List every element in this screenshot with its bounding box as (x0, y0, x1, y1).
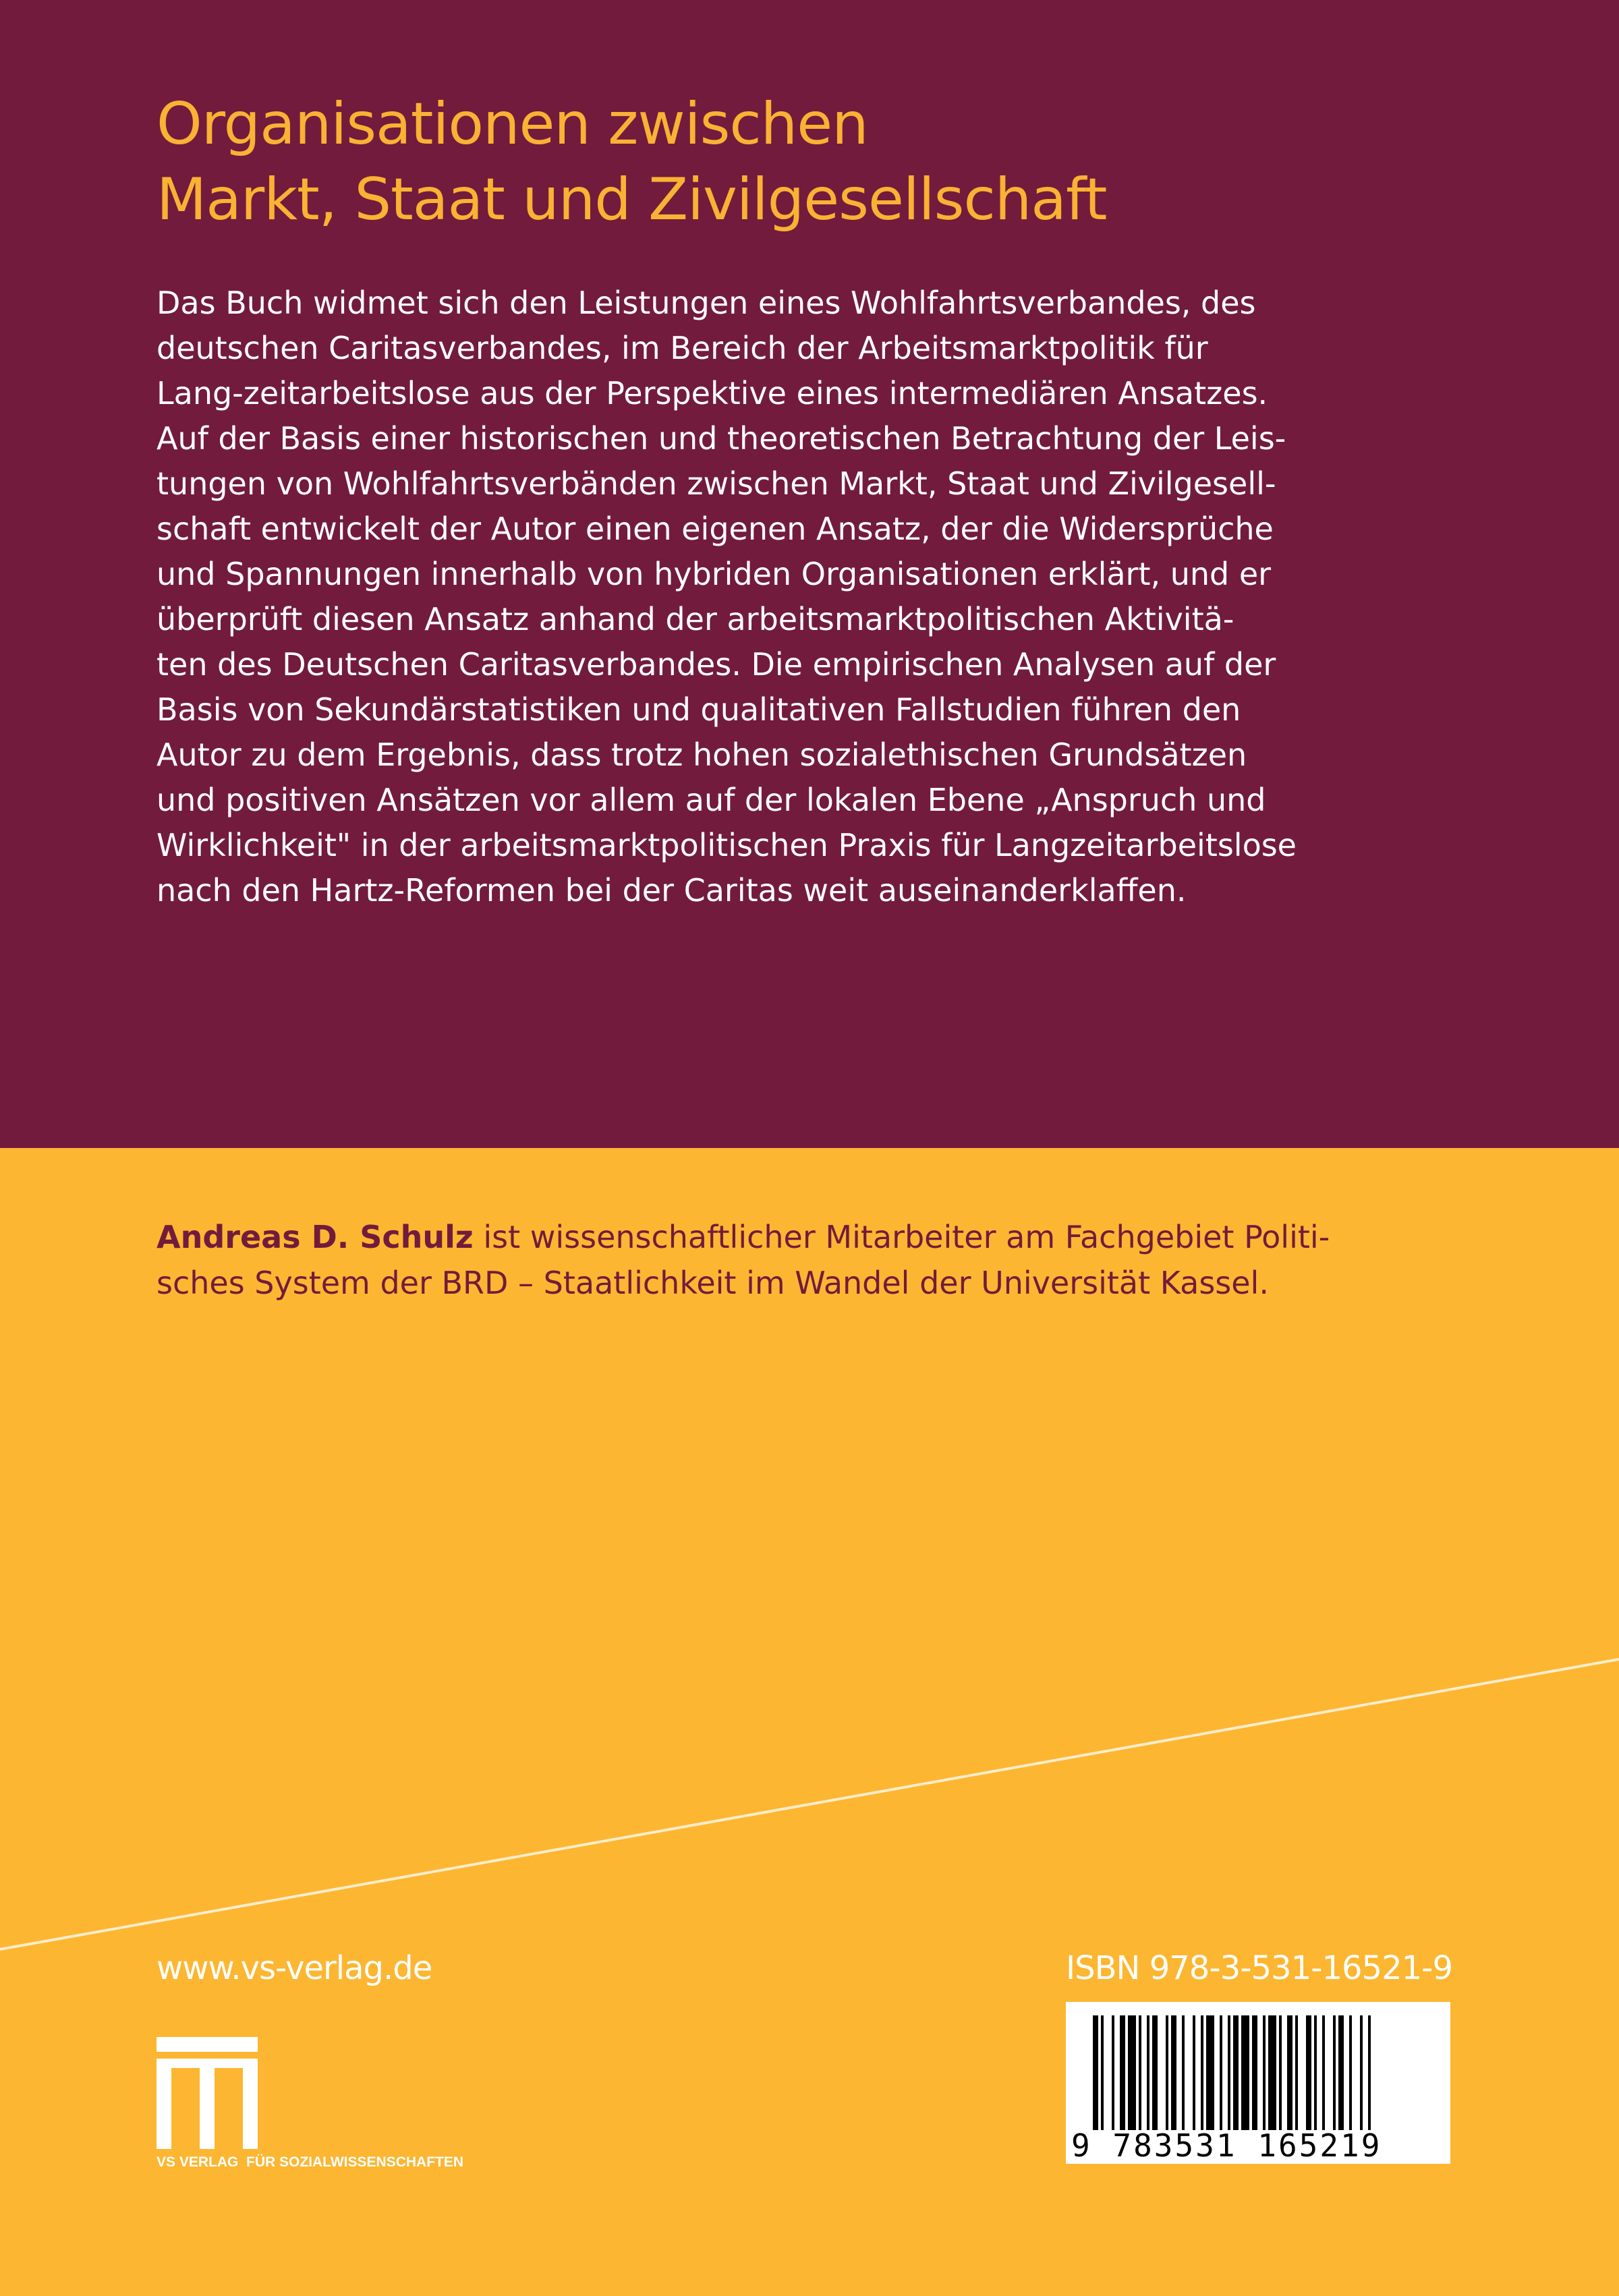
barcode-bar (1228, 2015, 1230, 2130)
blurb-line: überprüft diesen Ansatz anhand der arbeitsmarktpolitischen Aktivitä- (157, 601, 1234, 637)
barcode-bar (1166, 2015, 1168, 2130)
barcode-bar (1349, 2015, 1352, 2130)
barcode-bar (1147, 2015, 1149, 2130)
barcode-bar (1306, 2015, 1311, 2130)
barcode-bar (1112, 2015, 1114, 2130)
barcode-bar (1206, 2015, 1214, 2130)
barcode-bar (1128, 2015, 1136, 2130)
author-bio-line: sches System der BRD – Staatlichkeit im Wandel der Universität Kassel. (157, 1265, 1269, 1301)
barcode-bar (1171, 2015, 1176, 2130)
barcode-bar (1279, 2015, 1282, 2130)
barcode-bar (1120, 2015, 1125, 2130)
blurb-line: deutschen Caritasverbandes, im Bereich der Arbeitsmarktpolitik für (157, 330, 1208, 366)
barcode-bar (1287, 2015, 1293, 2130)
barcode-bar (1233, 2015, 1239, 2130)
title-line: Markt, Staat und Zivilgesellschaft (157, 166, 1107, 233)
blurb-line: Autor zu dem Ergebnis, dass trotz hohen sozialethischen Grundsätzen (157, 737, 1247, 773)
author-bio (157, 1214, 1479, 1306)
blurb-text (157, 281, 1479, 913)
barcode-bar (1241, 2015, 1249, 2130)
barcode-bar (1220, 2015, 1222, 2130)
barcode-bar (1193, 2015, 1195, 2130)
barcode-bar (1263, 2015, 1266, 2130)
blurb-line: Lang-zeitarbeitslose aus der Perspektive eines intermediären Ansatzes. (157, 375, 1268, 411)
barcode-bar (1368, 2015, 1371, 2130)
author-bio-line (157, 1214, 1479, 1260)
blurb-line: tungen von Wohlfahrtsverbänden zwischen Markt, Staat und Zivilgesell- (157, 465, 1276, 502)
author-name: Andreas D. Schulz (157, 1219, 474, 1255)
author-bio-text: ist wissenschaftlicher Mitarbeiter am Fachgebiet Politi- (473, 1219, 1330, 1255)
barcode-bar (1333, 2015, 1336, 2130)
barcode-bar (1295, 2015, 1298, 2130)
blurb-line: nach den Hartz-Reformen bei der Caritas weit auseinanderklaffen. (157, 872, 1187, 909)
barcode-bar (1314, 2015, 1317, 2130)
barcode-bar (1093, 2015, 1098, 2130)
barcode (1066, 2002, 1450, 2164)
barcode-bar (1201, 2015, 1203, 2130)
blurb-line: Basis von Sekundärstatistiken und qualitativen Fallstudien führen den (157, 691, 1241, 728)
barcode-bar (1152, 2015, 1158, 2130)
publisher-url: www.vs-verlag.de (157, 1949, 432, 1987)
blurb-line: ten des Deutschen Caritasverbandes. Die empirischen Analysen auf der (157, 646, 1276, 683)
barcode-bar (1360, 2015, 1363, 2130)
isbn-text: ISBN 978-3-531-16521-9 (1066, 1949, 1453, 1987)
blurb-line: und Spannungen innerhalb von hybriden Organisationen erklärt, und er (157, 556, 1272, 592)
book-title (157, 86, 1506, 237)
blurb-line: Wirklichkeit" in der arbeitsmarktpolitischen Praxis für Langzeitarbeitslose (157, 827, 1297, 863)
blurb-line: Auf der Basis einer historischen und theoretischen Betrachtung der Leis- (157, 420, 1286, 457)
diagonal-line (0, 1653, 1619, 1956)
barcode-bar (1268, 2015, 1276, 2130)
barcode-bar (1338, 2015, 1344, 2130)
blurb-line: schaft entwickelt der Autor einen eigenen Ansatz, der die Widersprüche (157, 511, 1274, 547)
barcode-bar (1139, 2015, 1141, 2130)
publisher-logo-text: VS VERLAG FÜR SOZIALWISSENSCHAFTEN (157, 2154, 464, 2170)
barcode-bar (1182, 2015, 1185, 2130)
barcode-bar (1252, 2015, 1257, 2130)
publisher-logo (157, 2037, 561, 2172)
blurb-line: und positiven Ansätzen vor allem auf der lokalen Ebene „Anspruch und (157, 782, 1266, 818)
title-line: Organisationen zwischen (157, 90, 868, 158)
barcode-digits: 9 783531 165219 (1071, 2127, 1382, 2164)
barcode-bar (1322, 2015, 1325, 2130)
blurb-line: Das Buch widmet sich den Leistungen eines Wohlfahrtsverbandes, des (157, 285, 1256, 321)
barcode-bar (1101, 2015, 1104, 2130)
